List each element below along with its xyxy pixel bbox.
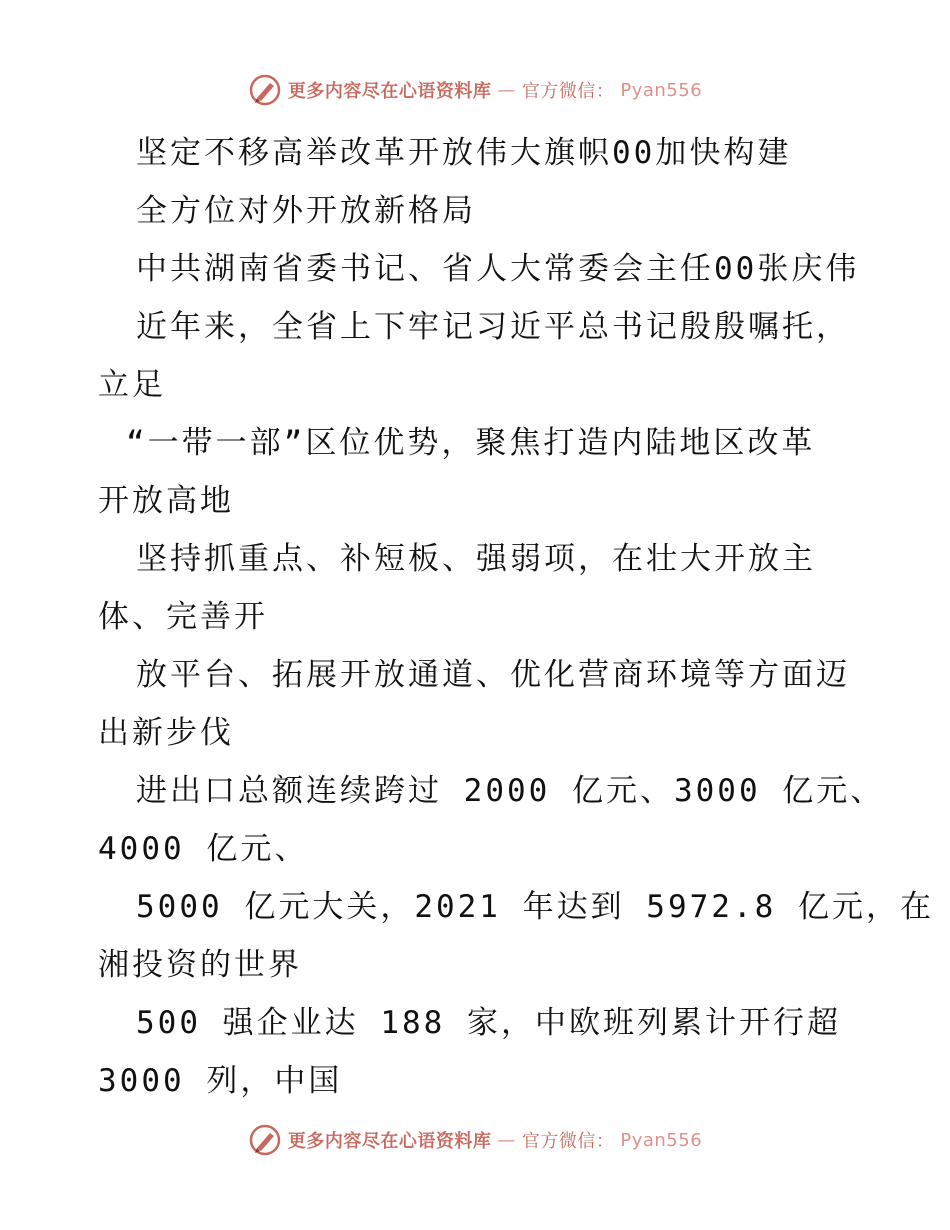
- banner-brand-text: 更多内容尽在心语资料库: [287, 81, 492, 102]
- body-line: 立足: [98, 367, 166, 403]
- pen-logo-icon: [248, 73, 282, 107]
- body-line: 4000 亿元、: [98, 831, 309, 867]
- banner-wechat-id: Pyan556: [620, 1129, 703, 1151]
- body-line: 放平台、拓展开放通道、优化营商环境等方面迈: [136, 657, 850, 693]
- banner-wechat-label: 官方微信：: [521, 1131, 615, 1152]
- body-line: 中共湖南省委书记、省人大常委会主任00张庆伟: [136, 251, 860, 287]
- body-line: 全方位对外开放新格局: [136, 193, 476, 229]
- body-line: 湘投资的世界: [98, 947, 302, 983]
- body-line: 近年来，全省上下牢记习近平总书记殷殷嘱托，: [136, 309, 850, 345]
- body-line: 进出口总额连续跨过 2000 亿元、3000 亿元、: [136, 773, 885, 809]
- footer-watermark-banner: [0, 1120, 950, 1160]
- header-watermark-banner: [0, 70, 950, 110]
- banner-wechat-label: 官方微信：: [521, 81, 615, 102]
- banner-separator: —: [497, 1129, 516, 1151]
- banner-brand-text: 更多内容尽在心语资料库: [287, 1131, 492, 1152]
- body-line: 坚定不移高举改革开放伟大旗帜00加快构建: [136, 135, 792, 171]
- body-line: 500 强企业达 188 家，中欧班列累计开行超: [136, 1005, 841, 1041]
- body-line: 出新步伐: [98, 715, 234, 751]
- body-line: 3000 列，中国: [98, 1063, 343, 1099]
- document-body: [98, 124, 934, 1110]
- banner-wechat-id: Pyan556: [620, 79, 703, 101]
- body-line: 5000 亿元大关，2021 年达到 5972.8 亿元，在: [136, 889, 934, 925]
- body-line: “一带一部”区位优势，聚焦打造内陆地区改革: [126, 425, 816, 461]
- body-line: 开放高地: [98, 483, 234, 519]
- pen-logo-icon: [248, 1123, 282, 1157]
- body-line: 坚持抓重点、补短板、强弱项，在壮大开放主: [136, 541, 816, 577]
- banner-separator: —: [497, 79, 516, 101]
- body-line: 体、完善开: [98, 599, 268, 635]
